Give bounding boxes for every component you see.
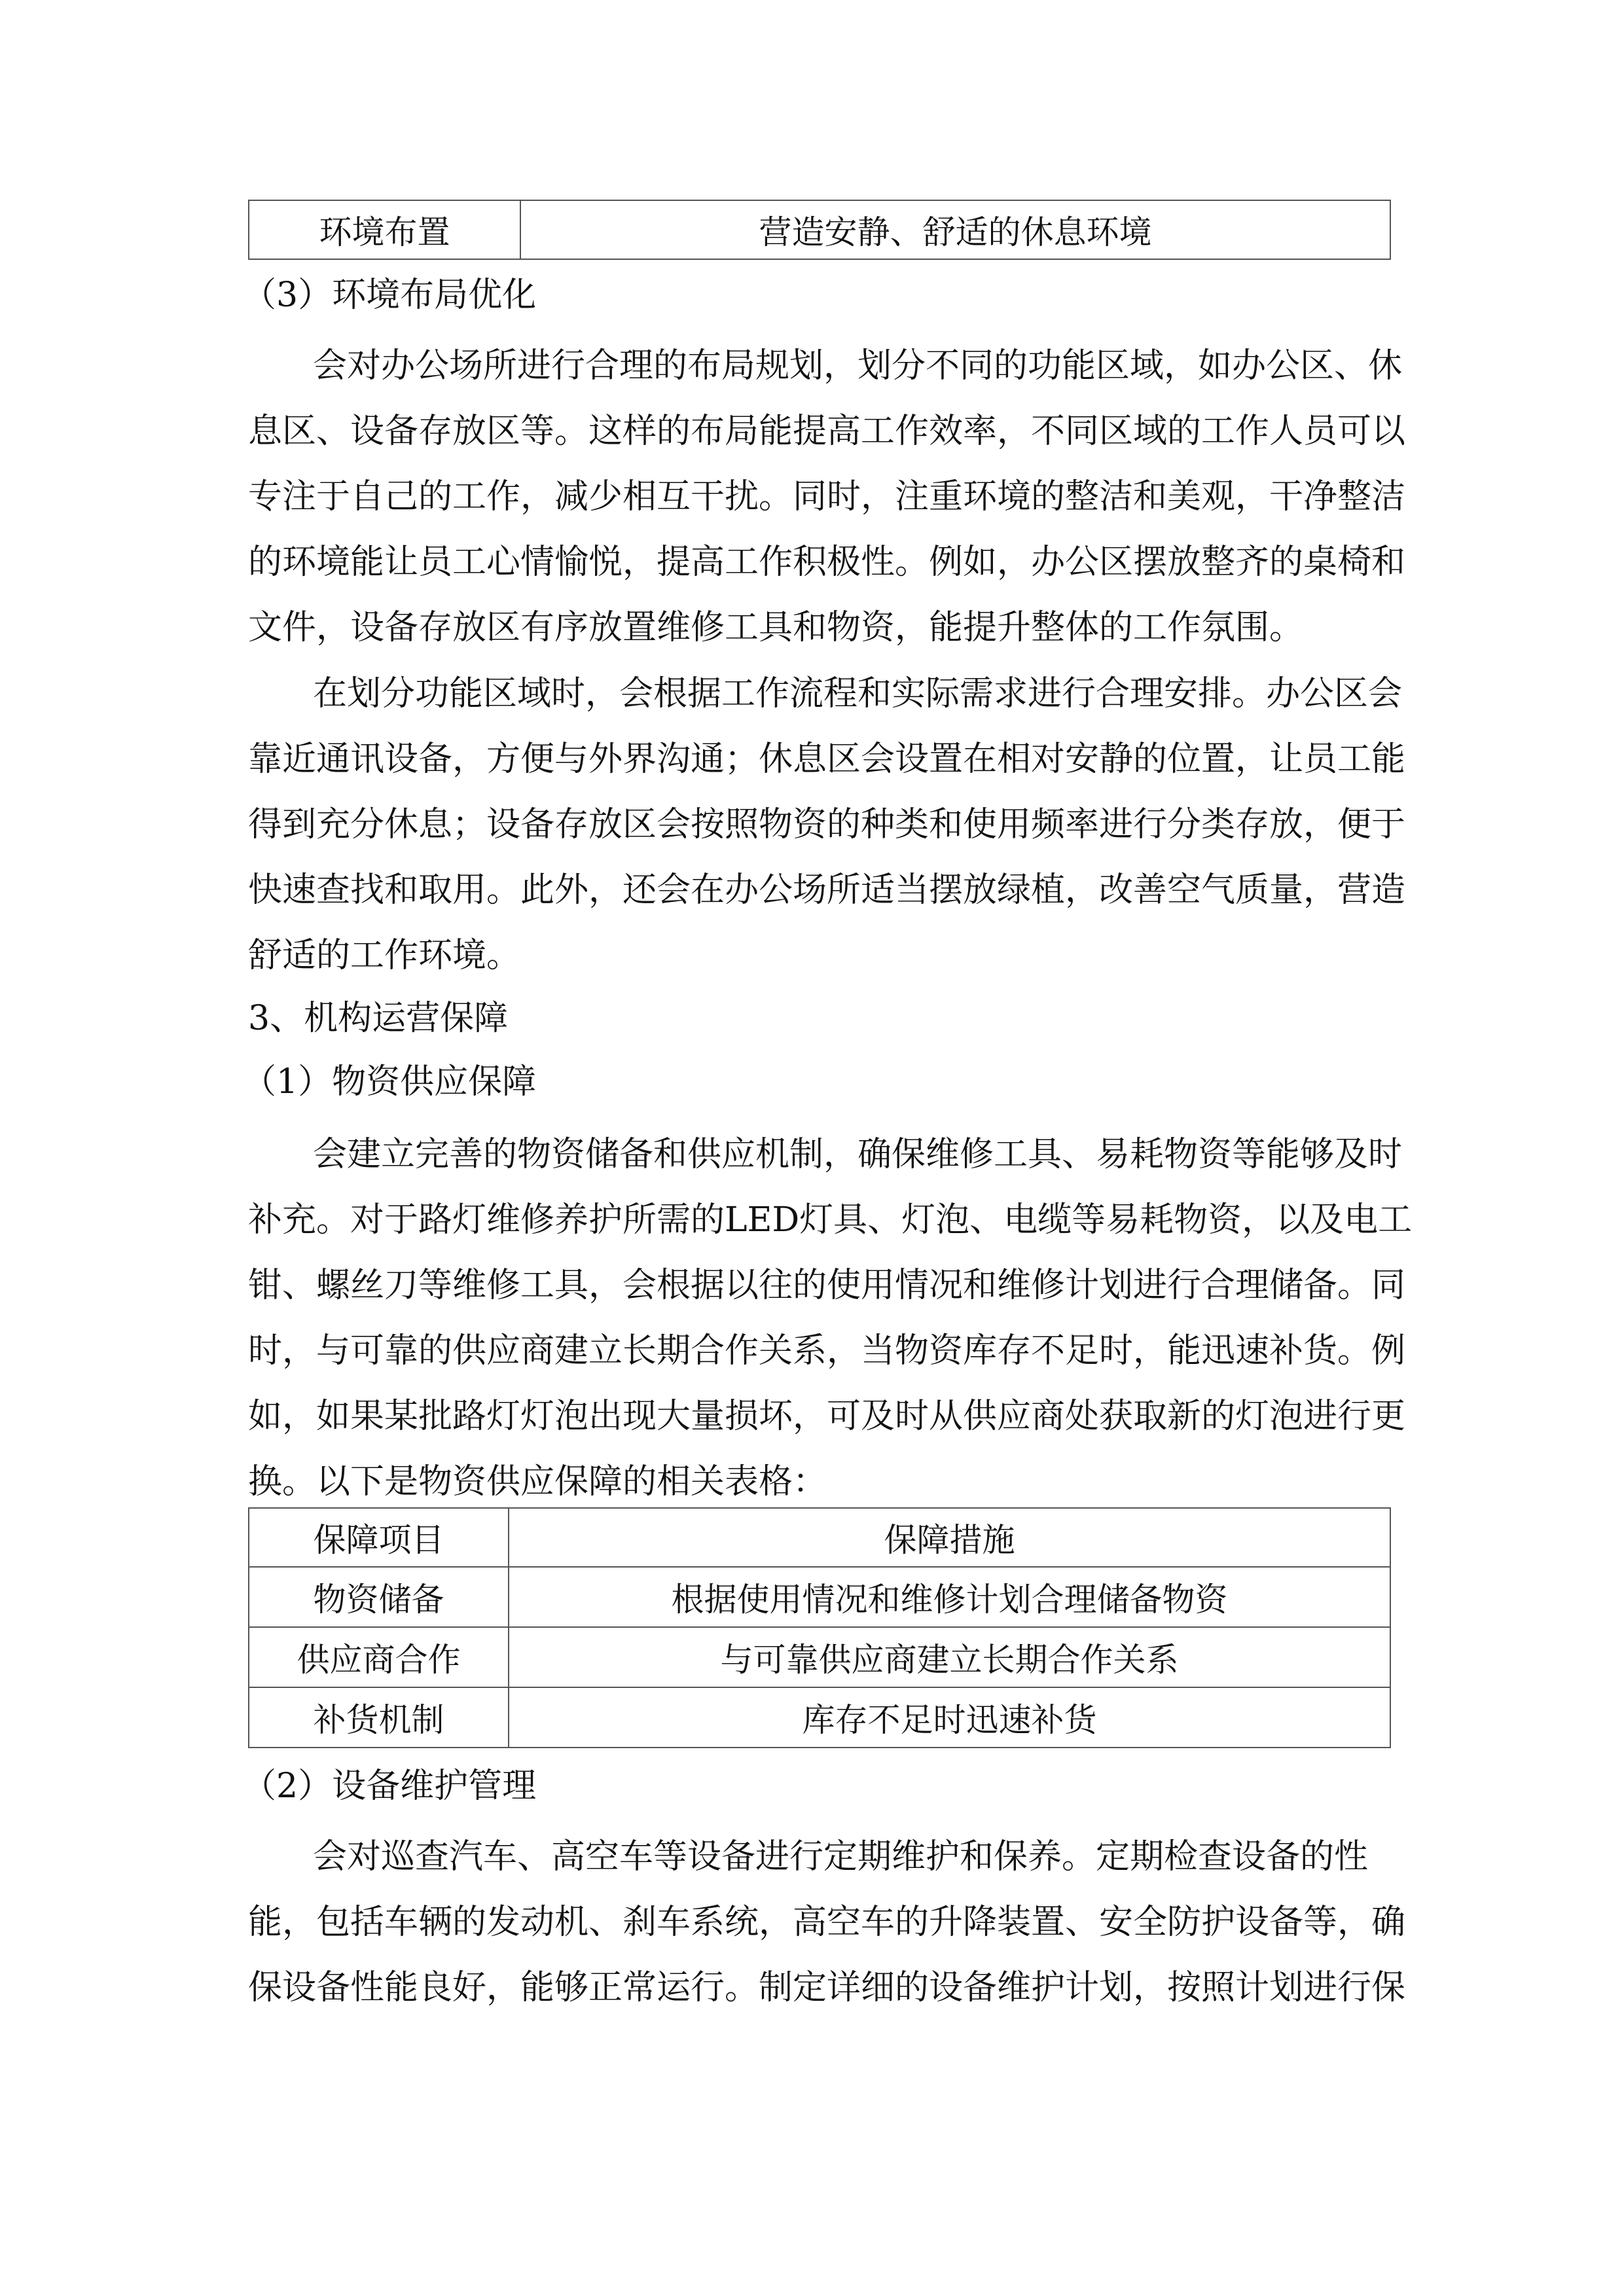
text-line: 如，如果某批路灯灯泡出现大量损坏，可及时从供应商处获取新的灯泡进行更: [248, 1397, 1406, 1436]
table-row: [249, 1567, 1390, 1627]
text-line: 时，与可靠的供应商建立长期合作关系，当物资库存不足时，能迅速补货。例: [248, 1331, 1406, 1371]
table-cell: 物资储备: [249, 1567, 509, 1627]
paragraph: [248, 1122, 1413, 1515]
section-heading: （3）环境布局优化: [242, 276, 537, 315]
table-cell: 根据使用情况和维修计划合理储备物资: [509, 1567, 1390, 1627]
subsection-heading: （1）物资供应保障: [242, 1062, 537, 1102]
subsection-heading: （2）设备维护管理: [242, 1767, 537, 1806]
text-line: 保设备性能良好，能够正常运行。制定详细的设备维护计划，按照计划进行保: [248, 1968, 1406, 2007]
text-line: 会建立完善的物资储备和供应机制，确保维修工具、易耗物资等能够及时: [313, 1135, 1403, 1174]
table-cell: 补货机制: [249, 1687, 509, 1748]
text-line: 得到充分休息；设备存放区会按照物资的种类和使用频率进行分类存放，便于: [248, 805, 1406, 844]
table-row: [249, 1627, 1390, 1687]
paragraph: [248, 661, 1406, 988]
supply-guarantee-table: [248, 1507, 1391, 1748]
text-line: 补充。对于路灯维修养护所需的LED灯具、灯泡、电缆等易耗物资，以及电工: [248, 1200, 1413, 1240]
table-row: [249, 200, 1390, 259]
text-line: 会对办公场所进行合理的布局规划，划分不同的功能区域，如办公区、休: [313, 346, 1403, 386]
text-line: 换。以下是物资供应保障的相关表格：: [248, 1462, 827, 1501]
table-header-cell: 保障措施: [509, 1508, 1390, 1567]
text-line: 的环境能让员工心情愉悦，提高工作积极性。例如，办公区摆放整齐的桌椅和: [248, 543, 1406, 582]
text-line: 靠近通讯设备，方便与外界沟通；休息区会设置在相对安静的位置，让员工能: [248, 740, 1406, 779]
table-cell: 营造安静、舒适的休息环境: [520, 200, 1390, 259]
table-row: [249, 1687, 1390, 1748]
text-line: 文件，设备存放区有序放置维修工具和物资，能提升整体的工作氛围。: [248, 608, 1304, 647]
table-header-cell: 保障项目: [249, 1508, 509, 1567]
table-cell: 供应商合作: [249, 1627, 509, 1687]
text-line: 能，包括车辆的发动机、刹车系统，高空车的升降装置、安全防护设备等，确: [248, 1903, 1406, 1942]
paragraph: [248, 333, 1406, 660]
text-line: 在划分功能区域时，会根据工作流程和实际需求进行合理安排。办公区会: [313, 674, 1403, 713]
text-line: 会对巡查汽车、高空车等设备进行定期维护和保养。定期检查设备的性: [313, 1837, 1369, 1876]
text-line: 舒适的工作环境。: [248, 936, 521, 975]
paragraph: [248, 1824, 1406, 2020]
environment-table: [248, 200, 1391, 260]
text-line: 快速查找和取用。此外，还会在办公场所适当摆放绿植，改善空气质量，营造: [248, 870, 1406, 910]
section-heading: 3、机构运营保障: [248, 999, 509, 1038]
table-header-row: [249, 1508, 1390, 1567]
table-cell: 与可靠供应商建立长期合作关系: [509, 1627, 1390, 1687]
table-cell: 库存不足时迅速补货: [509, 1687, 1390, 1748]
table-cell: 环境布置: [249, 200, 520, 259]
text-line: 息区、设备存放区等。这样的布局能提高工作效率，不同区域的工作人员可以: [248, 412, 1406, 451]
text-line: 钳、螺丝刀等维修工具，会根据以往的使用情况和维修计划进行合理储备。同: [248, 1266, 1406, 1305]
text-line: 专注于自己的工作，减少相互干扰。同时，注重环境的整洁和美观，干净整洁: [248, 477, 1406, 516]
